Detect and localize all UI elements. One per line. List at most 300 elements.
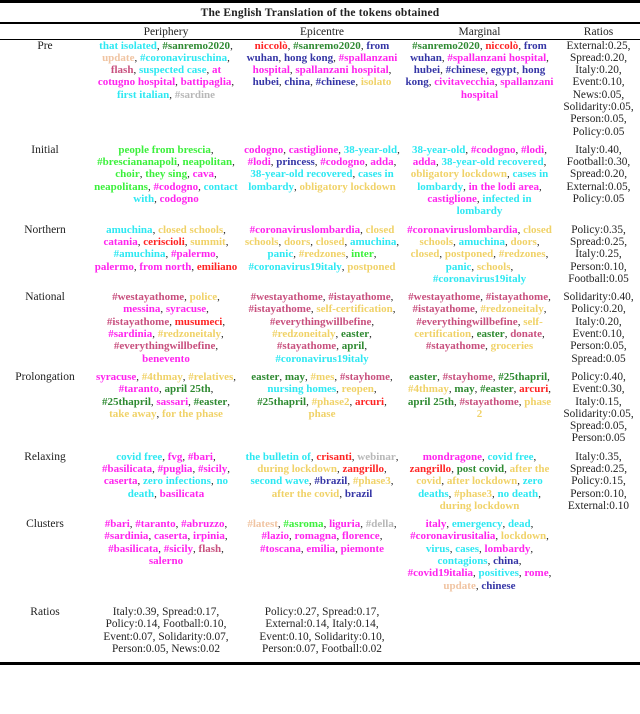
token-separator: , <box>471 328 477 341</box>
token: #sardinia <box>104 530 149 543</box>
token-separator: , <box>513 383 520 396</box>
token-separator: , <box>336 340 342 353</box>
token-separator: , <box>538 180 542 193</box>
token-separator: , <box>310 76 316 89</box>
epicentre-cell <box>242 451 402 518</box>
token-separator: , <box>314 156 321 169</box>
token-separator: , <box>217 291 220 304</box>
token: emilia <box>306 542 336 555</box>
token: reopen <box>341 383 374 396</box>
token-separator: , <box>397 143 400 156</box>
token-separator: , <box>373 248 377 261</box>
ratio-value: Person:0.05 <box>571 432 626 445</box>
token-separator: , <box>154 193 160 206</box>
token-separator: , <box>494 76 501 89</box>
token: hubei <box>413 64 441 77</box>
token: #abruzzo <box>181 518 225 531</box>
token: after the covid <box>416 463 550 488</box>
ratio-value: News:0.02 <box>171 642 220 655</box>
token: hubei <box>252 76 279 89</box>
ratio-separator: , <box>630 291 634 304</box>
table-row <box>0 291 640 371</box>
ratio-value: Policy:0.20 <box>571 303 623 316</box>
ratio-value: Event:0.30 <box>572 383 622 396</box>
token-separator: , <box>165 248 172 261</box>
ratio-value: Policy:0.14 <box>105 618 158 631</box>
token-separator: , <box>347 475 353 488</box>
token-separator: , <box>278 235 284 248</box>
token-separator: , <box>360 518 366 531</box>
token: caserta <box>103 475 138 488</box>
token: castiglione <box>288 143 339 156</box>
token-separator: , <box>518 555 522 568</box>
epicentre-cell <box>242 144 402 224</box>
tokens-table <box>0 24 640 662</box>
token-separator: , <box>349 395 355 408</box>
token-separator: , <box>371 315 375 328</box>
token: inter <box>351 248 374 261</box>
ratio-value: Policy:0.05 <box>572 125 625 138</box>
token-separator: , <box>390 475 394 488</box>
header-epicentre: Epicentre <box>242 24 402 40</box>
token: crisanti <box>316 450 352 463</box>
token: hong kong <box>405 64 546 89</box>
token-separator: , <box>546 530 549 543</box>
marginal-cell <box>402 224 557 291</box>
ratio-value: Italy:0.15 <box>575 395 619 408</box>
marginal-cell <box>402 39 557 144</box>
token: musumeci <box>174 315 223 328</box>
epicentre-cell <box>242 39 402 144</box>
token: rome <box>524 567 549 580</box>
ratio-value: Spread:0.05 <box>569 420 625 433</box>
token-separator: , <box>231 76 235 89</box>
token-separator: , <box>515 143 521 156</box>
ratio-value: Italy:0.14 <box>332 618 376 631</box>
ratios-cell <box>557 451 640 518</box>
token: #bari <box>187 450 213 463</box>
token-separator: , <box>300 542 307 555</box>
token: #sardine <box>174 88 216 101</box>
token: #lodi <box>247 156 271 169</box>
token-separator: , <box>169 88 175 101</box>
token-separator: , <box>323 518 330 531</box>
token: #coronavirus19italy <box>275 352 369 365</box>
token-separator: , <box>482 450 488 463</box>
token-separator: , <box>191 260 197 273</box>
token-separator: , <box>485 340 491 353</box>
token-separator: , <box>449 542 456 555</box>
token: easter <box>341 328 370 341</box>
token-separator: , <box>169 315 175 328</box>
epicentre-cell <box>242 291 402 371</box>
token-separator: , <box>351 450 358 463</box>
token: no death <box>497 487 539 500</box>
token-separator: , <box>150 395 157 408</box>
token: cases <box>455 542 480 555</box>
ratio-value: Spread:0.25 <box>569 235 625 248</box>
token: #coronavirusitalia <box>410 530 496 543</box>
token-separator: , <box>336 383 342 396</box>
ratio-separator: , <box>621 328 625 341</box>
token-separator: , <box>507 168 513 181</box>
token: after the covid <box>271 487 340 500</box>
token: self-certification <box>414 315 543 341</box>
epicentre-cell <box>242 518 402 598</box>
token: #sardinia <box>108 328 153 341</box>
token: self-certification <box>316 303 393 316</box>
table-title: The English Translation of the tokens obtained <box>200 7 440 19</box>
ratio-separator: , <box>622 223 626 236</box>
token-separator: , <box>133 260 140 273</box>
token-separator: , <box>393 518 397 531</box>
ratio-value: External:0.10 <box>567 499 630 512</box>
token: piemonte <box>340 542 385 555</box>
token-separator: , <box>439 248 445 261</box>
ratio-separator: , <box>623 487 627 500</box>
token-separator: , <box>517 223 524 236</box>
token: post covid <box>456 463 505 475</box>
token: may <box>454 383 475 396</box>
ratio-separator: , <box>622 303 626 316</box>
ratio-separator: , <box>618 248 622 261</box>
token-separator: , <box>463 180 469 193</box>
token: benevento <box>142 352 190 365</box>
token-separator: , <box>530 542 534 555</box>
ratio-separator: , <box>618 395 622 408</box>
ratio-value: Spread:0.05 <box>571 352 626 365</box>
token-separator: , <box>474 303 481 316</box>
token-separator: , <box>187 168 193 181</box>
token: #taranto <box>135 518 176 531</box>
header-blank <box>0 24 90 40</box>
token: #sicily <box>163 542 194 555</box>
ratios-cell <box>557 224 640 291</box>
ratio-separator: , <box>624 168 628 181</box>
table-body <box>0 39 640 661</box>
token-separator: , <box>441 51 448 64</box>
token: amuchina <box>458 235 506 248</box>
token: april 25th <box>164 383 211 396</box>
token-separator: , <box>545 248 549 261</box>
token: at cotugno hospital <box>97 64 222 89</box>
periphery-cell <box>90 224 242 291</box>
token-separator: , <box>154 487 160 500</box>
table-row <box>0 39 640 144</box>
token-separator: , <box>440 64 446 77</box>
token-separator: , <box>548 291 551 304</box>
token: #redzones <box>298 248 346 261</box>
token: update <box>443 579 476 592</box>
token: adda <box>370 156 394 169</box>
token: china <box>493 555 519 568</box>
token-separator: , <box>504 328 511 341</box>
token-separator: , <box>384 395 387 408</box>
row-label: Initial <box>31 143 59 156</box>
ratio-separator: , <box>157 618 164 631</box>
token-separator: , <box>441 475 447 488</box>
token-separator: , <box>162 450 168 463</box>
token: phase <box>308 407 336 420</box>
ratio-value: Policy:0.40 <box>571 370 623 383</box>
token-separator: , <box>543 303 547 316</box>
token-separator: , <box>448 383 455 396</box>
token: phase 2 <box>476 395 552 420</box>
ratio-separator: , <box>376 605 380 618</box>
token-separator: , <box>230 39 233 52</box>
token: neapolitan <box>182 156 233 169</box>
token: zero infections <box>143 475 211 488</box>
token: #25thapril <box>498 370 548 383</box>
token: easter <box>476 328 505 341</box>
ratio-separator: , <box>225 630 229 643</box>
token: hong kong <box>283 51 334 64</box>
token: isolato <box>360 76 392 89</box>
token: princess <box>276 156 315 169</box>
token-separator: , <box>333 51 339 64</box>
token: #palermo <box>171 248 216 261</box>
token-separator: , <box>369 328 372 341</box>
token: #sanremo2020 <box>162 39 231 52</box>
ratios-cell <box>557 371 640 451</box>
row-label: Northern <box>24 223 66 236</box>
token: virus <box>425 542 450 555</box>
token-separator: , <box>344 235 350 248</box>
token: amuchina <box>106 223 153 236</box>
token: #redzones <box>498 248 546 261</box>
ratio-separator: , <box>165 642 172 655</box>
ratio-value: External:0.05 <box>566 180 628 193</box>
ratio-value: External:0.14 <box>265 618 327 631</box>
token-separator: , <box>379 530 383 543</box>
token: fvg <box>167 450 183 463</box>
token-separator: , <box>437 370 443 383</box>
header-periphery: Periphery <box>90 24 242 40</box>
ratio-separator: , <box>621 76 625 89</box>
ratio-value: Solidarity:0.40 <box>563 291 631 304</box>
token: from wuhan <box>246 39 390 64</box>
token-separator: , <box>182 370 189 383</box>
token-separator: , <box>352 168 358 181</box>
token-separator: , <box>364 156 371 169</box>
marginal-cell <box>402 451 557 518</box>
token: in the lodi area <box>468 180 539 193</box>
token-separator: , <box>471 260 477 273</box>
ratio-value: Spread:0.17 <box>162 605 217 618</box>
ratio-separator: , <box>624 463 628 475</box>
token: groceries <box>490 340 534 353</box>
ratio-separator: , <box>624 235 628 248</box>
token-separator: , <box>516 64 522 77</box>
token: choir <box>115 168 140 181</box>
token: emiliano <box>196 260 238 273</box>
token-separator: , <box>510 260 514 273</box>
token: castiglione <box>427 193 477 206</box>
token-separator: , <box>177 156 183 169</box>
token: #westayathome <box>408 291 481 304</box>
ratios-cell <box>557 39 640 144</box>
token: #basilicata <box>101 463 153 475</box>
token: #chinese <box>445 64 486 77</box>
token-separator: , <box>206 64 212 77</box>
ratio-separator: , <box>375 618 379 631</box>
token-separator: , <box>384 463 387 475</box>
token: #brazil <box>314 475 348 488</box>
token-separator: , <box>517 475 523 488</box>
token: #everythingwillbefine <box>416 315 518 328</box>
empty-cell <box>557 598 640 661</box>
token: #everythingwillbefine <box>113 340 216 353</box>
token-separator: , <box>192 463 198 475</box>
token: messina <box>123 303 161 316</box>
token: may <box>284 370 306 383</box>
ratio-value: Person:0.05 <box>570 113 624 126</box>
token-separator: , <box>210 143 214 156</box>
token-separator: , <box>224 530 228 543</box>
token-separator: , <box>322 291 329 304</box>
token-separator: , <box>210 383 214 396</box>
token: basilicata <box>159 487 205 500</box>
ratio-value: Event:0.10 <box>259 630 309 643</box>
token: closed <box>410 248 440 261</box>
token-separator: , <box>293 248 299 261</box>
token: #redzoneitaly <box>157 328 222 341</box>
token-separator: , <box>232 156 235 169</box>
token: #25thapril <box>101 395 151 408</box>
ratio-separator: , <box>152 630 159 643</box>
token: cases in lombardy <box>417 168 549 193</box>
token-separator: , <box>294 180 300 193</box>
token: #spallanzani hospital <box>252 51 398 77</box>
bottom-rule <box>0 662 640 665</box>
ratio-separator: , <box>621 88 625 101</box>
ratios-summary-row <box>0 598 640 661</box>
token: donate <box>510 328 542 341</box>
token-separator: , <box>308 475 315 488</box>
token: covid free <box>116 450 163 463</box>
ratio-separator: , <box>623 113 627 126</box>
token-separator: , <box>492 370 499 383</box>
token-separator: , <box>222 315 226 328</box>
token: update <box>102 51 135 64</box>
token: april <box>341 340 365 353</box>
token: #coronavirus19italy <box>248 260 342 273</box>
token-separator: , <box>473 567 479 580</box>
token-separator: , <box>137 235 144 248</box>
token-separator: , <box>182 450 188 463</box>
token: #istayathome <box>248 303 311 316</box>
token: irpinia <box>193 530 225 543</box>
token: chinese <box>481 579 516 592</box>
token-separator: , <box>474 383 481 396</box>
epicentre-ratios-cell <box>242 598 402 661</box>
token: #phase2 <box>311 395 350 408</box>
token: #taranto <box>118 383 159 396</box>
table-row <box>0 518 640 598</box>
token-separator: , <box>428 76 435 89</box>
ratio-value: Italy:0.40 <box>575 143 619 156</box>
token-separator: , <box>339 487 345 500</box>
token: easter <box>409 370 438 383</box>
token: no death <box>127 475 229 500</box>
epicentre-cell <box>242 224 402 291</box>
token: 38-year-old recovered <box>441 156 544 169</box>
header-marginal: Marginal <box>402 24 557 40</box>
ratio-separator: , <box>622 475 626 488</box>
token-separator: , <box>270 156 277 169</box>
token: april 25th <box>407 395 454 408</box>
token-separator: , <box>538 487 541 500</box>
token: dead <box>508 518 531 531</box>
token-separator: , <box>187 530 194 543</box>
token: arcuri <box>354 395 385 408</box>
table-row <box>0 224 640 291</box>
row-label: Relaxing <box>24 450 66 463</box>
token-separator: , <box>306 395 312 408</box>
ratio-separator: , <box>326 618 333 631</box>
token: people from brescia <box>118 143 211 156</box>
ratio-separator: , <box>624 51 628 64</box>
token: nursing homes <box>267 383 337 396</box>
token: #redzoneitaly <box>272 328 336 341</box>
token: after lockdown <box>446 475 518 488</box>
ratio-value: Solidarity:0.10 <box>314 630 382 643</box>
token-separator: , <box>395 450 399 463</box>
token-separator: , <box>536 235 540 248</box>
ratio-value: Person:0.05 <box>570 340 624 353</box>
token: #relatives <box>188 370 234 383</box>
token-separator: , <box>453 235 459 248</box>
ratio-separator: , <box>381 630 385 643</box>
token: #istayathome <box>485 291 549 304</box>
token: from wuhan <box>410 39 547 64</box>
ratio-value: Policy:0.35 <box>571 223 623 236</box>
token-separator: , <box>184 291 190 304</box>
token-separator: , <box>310 450 317 463</box>
token-separator: , <box>278 51 284 64</box>
token: #coronaviruslombardia <box>407 223 518 236</box>
token-separator: , <box>453 395 460 408</box>
token-separator: , <box>224 518 228 531</box>
token: doors <box>510 235 537 248</box>
token: during lockdown <box>257 463 337 475</box>
token-separator: , <box>206 303 209 316</box>
token-separator: , <box>198 180 204 193</box>
token: battipaglia <box>180 76 232 89</box>
token: obligatory lockdown <box>410 168 507 181</box>
token-separator: , <box>279 370 285 383</box>
token: #redzoneitaly <box>480 303 544 316</box>
token: closed schools <box>419 223 552 248</box>
token-separator: , <box>544 143 547 156</box>
token-separator: , <box>546 51 549 64</box>
token: zero deaths <box>418 475 543 500</box>
token: romagna <box>294 530 337 543</box>
token-separator: , <box>336 463 343 475</box>
token-separator: , <box>335 328 341 341</box>
ratio-separator: , <box>622 370 626 383</box>
token: #istayathome <box>106 315 170 328</box>
row-label: Prolongation <box>15 370 75 383</box>
token-separator: , <box>215 248 219 261</box>
token-separator: , <box>530 518 534 531</box>
token-separator: , <box>388 64 392 77</box>
token-separator: , <box>277 518 284 531</box>
token: for the phase <box>161 407 223 420</box>
ratio-separator: , <box>627 39 631 52</box>
marginal-cell <box>402 371 557 451</box>
token-separator: , <box>210 475 217 488</box>
